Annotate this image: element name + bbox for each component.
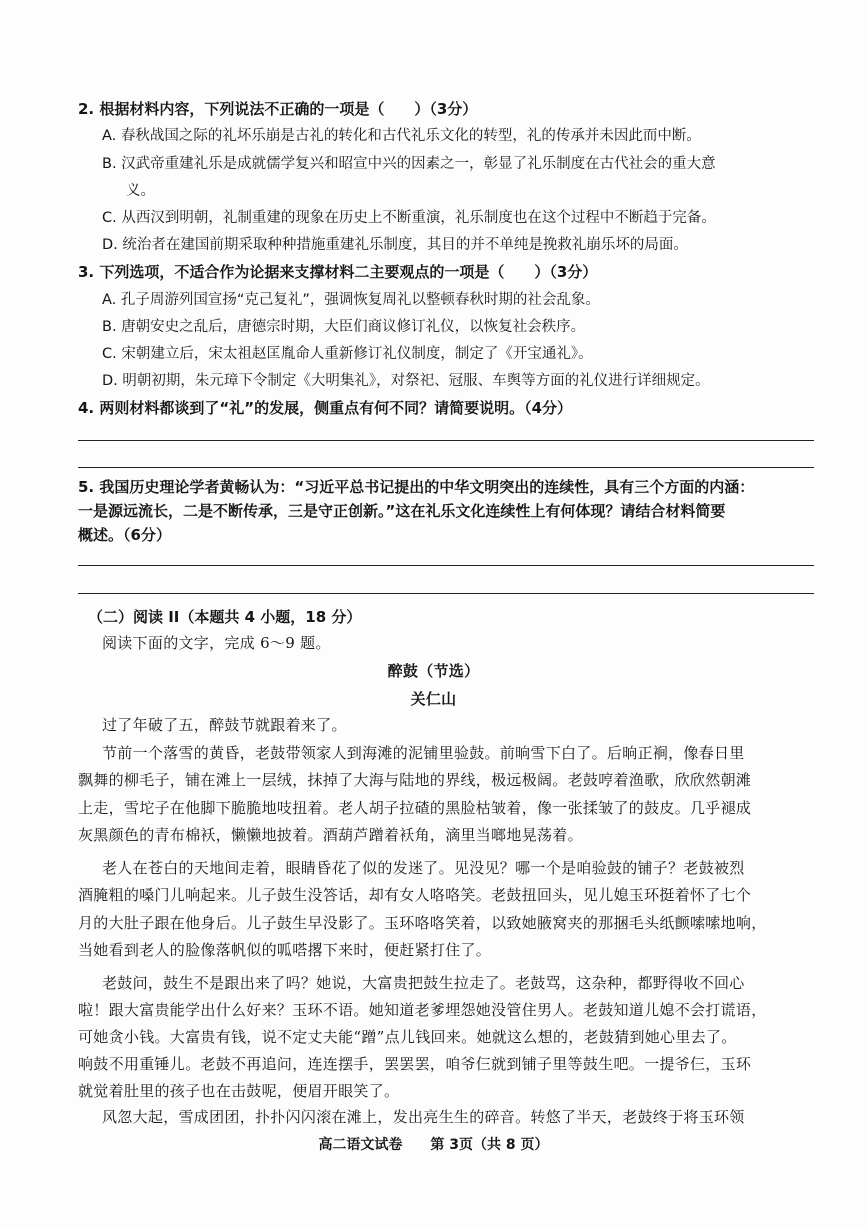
- story-line: 当她看到老人的脸像落帆似的呱嗒撂下来时，便赶紧打住了。: [78, 941, 492, 959]
- question-3-option-b: B. 唐朝安史之乱后，唐德宗时期，大臣们商议修订礼仪，以恢复社会秩序。: [102, 319, 586, 335]
- story-line: 就觉着肚里的孩子也在击鼓呢，便眉开眼笑了。: [78, 1082, 400, 1100]
- page-footer: 高二语文试卷 第 3页（共 8 页）: [318, 1137, 549, 1153]
- story-line: 过了年破了五，醉鼓节就跟着来了。: [102, 716, 347, 734]
- story-line: 响鼓不用重锤儿。老鼓不再追问，连连摆手，罢罢罢，咱爷仨就到铺子里等鼓生吧。一提爷仨，玉环: [78, 1055, 752, 1073]
- story-line: 酒腌粗的嗓门儿响起来。儿子鼓生没答话，却有女人咯咯笑。老鼓扭回头，见儿媳玉环挺着怀了七个: [78, 886, 752, 904]
- story-line: 节前一个落雪的黄昏，老鼓带领家人到海滩的泥铺里验鼓。前晌雪下白了。后晌正裥，像春日里: [102, 744, 745, 762]
- question-5-stem-line-1: 5. 我国历史理论学者黄畅认为：“习近平总书记提出的中华文明突出的连续性，具有三个方面的内涵：: [78, 478, 755, 496]
- story-line: 可她贪小钱。大富贵有钱，说不定丈夫能“蹭”点儿钱回来。她就这么想的，老鼓猜到她心里去了。: [78, 1028, 737, 1046]
- story-line: 风忽大起，雪成团团，扑扑闪闪滚在滩上，发出亮生生的碎音。转悠了半天，老鼓终于将玉环领: [102, 1108, 745, 1126]
- question-3-option-c: C. 宋朝建立后，宋太祖赵匡胤命人重新修订礼仪制度，制定了《开宝通礼》。: [102, 346, 593, 362]
- story-line: 上走，雪坨子在他脚下脆脆地吱扭着。老人胡子拉碴的黑脸枯皱着，像一张揉皱了的鼓皮。几乎褪成: [78, 799, 752, 817]
- story-author: 关仁山: [410, 690, 457, 708]
- question-2-option-a: A. 春秋战国之际的礼坏乐崩是古礼的转化和古代礼乐文化的转型，礼的传承并未因此而中断。: [102, 128, 701, 144]
- question-3-stem: 3. 下列选项，不适合作为论据来支撑材料二主要观点的一项是（ ）（3分）: [78, 263, 598, 281]
- question-2-option-b-cont: 义。: [126, 183, 155, 199]
- story-line: 月的大肚子跟在他身后。儿子鼓生早没影了。玉环咯咯笑着，以致她腋窝夹的那捆毛头纸颤嗦嗦地响，: [78, 914, 767, 932]
- story-line: 飘舞的柳毛子，铺在滩上一层绒，抹掉了大海与陆地的界线，极远极阔。老鼓哼着渔歌，欣欣然朝滩: [78, 771, 752, 789]
- question-3-option-d: D. 明朝初期，朱元璋下令制定《大明集礼》，对祭祀、冠服、车舆等方面的礼仪进行详细规定。: [102, 373, 710, 389]
- question-3-option-a: A. 孔子周游列国宣扬“克己复礼”，强调恢复周礼以整顿春秋时期的社会乱象。: [102, 292, 600, 308]
- section-instruction: 阅读下面的文字，完成 6～9 题。: [102, 634, 331, 652]
- answer-line: [78, 440, 814, 441]
- answer-line: [78, 467, 814, 468]
- story-line: 老人在苍白的天地间走着，眼睛昏花了似的发迷了。见没见？哪一个是咱验鼓的铺子？老鼓被烈: [102, 859, 745, 877]
- answer-line: [78, 593, 814, 594]
- story-line: 老鼓问，鼓生不是跟出来了吗？她说，大富贵把鼓生拉走了。老鼓骂，这杂种，都野得收不回心: [102, 974, 745, 992]
- story-title: 醉鼓（节选）: [387, 662, 480, 680]
- question-2-stem: 2. 根据材料内容，下列说法不正确的一项是（ ）（3分）: [78, 100, 478, 118]
- story-line: 啦！跟大富贵能学出什么好来？玉环不语。她知道老爹埋怨她没管住男人。老鼓知道儿媳不会打谎语，: [78, 1001, 767, 1019]
- question-5-stem-line-2: 一是源远流长，二是不断传承，三是守正创新。”这在礼乐文化连续性上有何体现？请结合材料简要: [78, 502, 726, 520]
- story-line: 灰黑颜色的青布棉袄，懒懒地披着。酒葫芦蹭着袄角，滴里当啷地晃荡着。: [78, 826, 583, 844]
- question-5-stem-line-3: 概述。（6分）: [78, 526, 171, 544]
- question-2-option-d: D. 统治者在建国前期采取种种措施重建礼乐制度，其目的并不单纯是挽救礼崩乐坏的局面。: [102, 237, 688, 253]
- answer-line: [78, 565, 814, 566]
- section-heading: （二）阅读 II（本题共 4 小题，18 分）: [88, 608, 362, 626]
- question-2-option-c: C. 从西汉到明朝，礼制重建的现象在历史上不断重演，礼乐制度也在这个过程中不断趋于完备。: [102, 210, 716, 226]
- question-4-stem: 4. 两则材料都谈到了“礼”的发展，侧重点有何不同？请简要说明。（4分）: [78, 399, 573, 417]
- question-2-option-b: B. 汉武帝重建礼乐是成就儒学复兴和昭宣中兴的因素之一，彰显了礼乐制度在古代社会的重大意: [102, 156, 716, 172]
